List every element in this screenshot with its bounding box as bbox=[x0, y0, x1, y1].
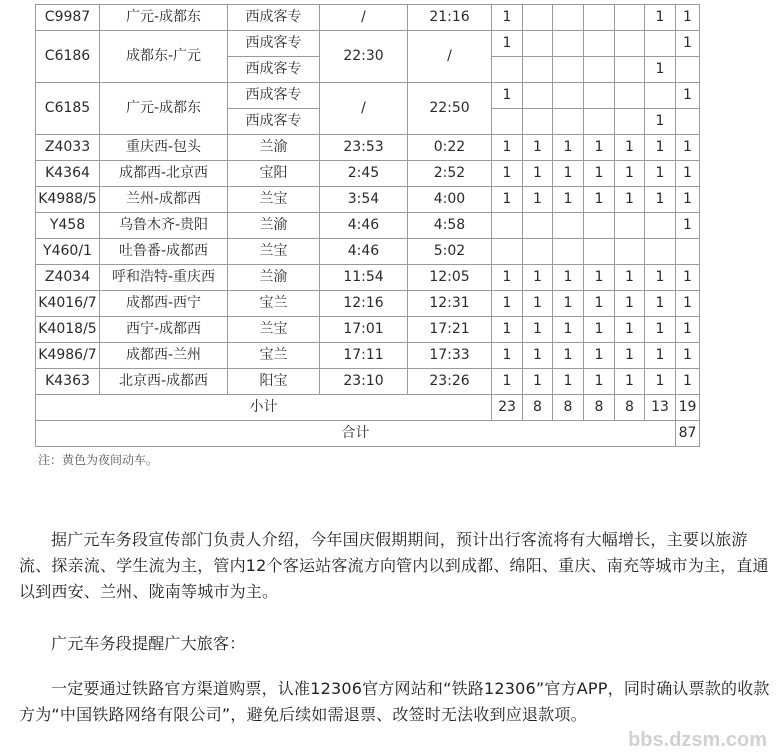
train-number-cell: Z4033 bbox=[36, 135, 100, 161]
day-mark-cell bbox=[523, 57, 553, 83]
table-row bbox=[36, 265, 700, 291]
day-mark-cell bbox=[584, 109, 615, 135]
arrive-time-cell: / bbox=[320, 5, 408, 31]
day-mark-cell: 1 bbox=[615, 343, 645, 369]
day-mark-cell: 1 bbox=[645, 161, 676, 187]
route-cell: 呼和浩特-重庆西 bbox=[100, 265, 228, 291]
depart-time-cell: 22:50 bbox=[408, 83, 492, 135]
day-mark-cell: 1 bbox=[492, 83, 523, 109]
day-mark-cell bbox=[676, 109, 700, 135]
route-cell: 广元-成都东 bbox=[100, 83, 228, 135]
day-mark-cell: 1 bbox=[645, 343, 676, 369]
day-mark-cell: 1 bbox=[676, 83, 700, 109]
train-number-cell: K4018/5 bbox=[36, 317, 100, 343]
day-mark-cell bbox=[553, 31, 584, 57]
arrive-time-cell: 2:45 bbox=[320, 161, 408, 187]
arrive-time-cell: 22:30 bbox=[320, 31, 408, 83]
table-row bbox=[36, 5, 700, 31]
day-mark-cell: 1 bbox=[645, 5, 676, 31]
line-cell: 宝阳 bbox=[228, 161, 320, 187]
day-mark-cell bbox=[492, 57, 523, 83]
depart-time-cell: 23:26 bbox=[408, 369, 492, 395]
day-mark-cell: 1 bbox=[645, 369, 676, 395]
day-mark-cell bbox=[645, 213, 676, 239]
day-mark-cell bbox=[615, 239, 645, 265]
day-mark-cell: 1 bbox=[615, 187, 645, 213]
subtotal-cell: 23 bbox=[492, 395, 523, 421]
arrive-time-cell: 3:54 bbox=[320, 187, 408, 213]
day-mark-cell: 1 bbox=[523, 369, 553, 395]
arrive-time-cell: 4:46 bbox=[320, 239, 408, 265]
day-mark-cell: 1 bbox=[553, 135, 584, 161]
day-mark-cell: 1 bbox=[615, 369, 645, 395]
depart-time-cell: 5:02 bbox=[408, 239, 492, 265]
day-mark-cell: 1 bbox=[615, 161, 645, 187]
route-cell: 成都西-西宁 bbox=[100, 291, 228, 317]
subtotal-cell: 8 bbox=[615, 395, 645, 421]
day-mark-cell: 1 bbox=[553, 187, 584, 213]
day-mark-cell bbox=[523, 239, 553, 265]
line-cell: 西成客专 bbox=[228, 31, 320, 57]
line-cell: 西成客专 bbox=[228, 5, 320, 31]
depart-time-cell: 2:52 bbox=[408, 161, 492, 187]
table-row bbox=[36, 239, 700, 265]
article-paragraph: 广元车务段提醒广大旅客： bbox=[51, 634, 246, 653]
arrive-time-cell: 4:46 bbox=[320, 213, 408, 239]
day-mark-cell: 1 bbox=[492, 317, 523, 343]
table-row bbox=[36, 83, 700, 109]
table-row bbox=[36, 161, 700, 187]
day-mark-cell bbox=[584, 57, 615, 83]
train-number-cell: C6185 bbox=[36, 83, 100, 135]
day-mark-cell: 1 bbox=[492, 187, 523, 213]
day-mark-cell: 1 bbox=[523, 291, 553, 317]
subtotal-cell: 19 bbox=[676, 395, 700, 421]
day-mark-cell bbox=[645, 239, 676, 265]
day-mark-cell bbox=[492, 239, 523, 265]
day-mark-cell: 1 bbox=[492, 135, 523, 161]
table-row bbox=[36, 343, 700, 369]
day-mark-cell: 1 bbox=[676, 265, 700, 291]
day-mark-cell: 1 bbox=[492, 31, 523, 57]
day-mark-cell bbox=[615, 57, 645, 83]
day-mark-cell: 1 bbox=[584, 265, 615, 291]
table-note: 注：黄色为夜间动车。 bbox=[38, 453, 159, 467]
day-mark-cell bbox=[584, 5, 615, 31]
arrive-time-cell: 12:16 bbox=[320, 291, 408, 317]
route-cell: 广元-成都东 bbox=[100, 5, 228, 31]
day-mark-cell: 1 bbox=[553, 317, 584, 343]
day-mark-cell bbox=[615, 109, 645, 135]
day-mark-cell: 1 bbox=[676, 213, 700, 239]
day-mark-cell bbox=[553, 239, 584, 265]
depart-time-cell: 17:21 bbox=[408, 317, 492, 343]
day-mark-cell: 1 bbox=[676, 135, 700, 161]
train-number-cell: K4363 bbox=[36, 369, 100, 395]
line-cell: 兰宝 bbox=[228, 317, 320, 343]
day-mark-cell bbox=[584, 31, 615, 57]
line-cell: 阳宝 bbox=[228, 369, 320, 395]
article-paragraph: 据广元车务段宣传部门负责人介绍，今年国庆假期期间，预计出行客流将有大幅增长，主要以旅游流、探亲流、学生流为主，管内12个客运站客流方向管内以到成都、绵阳、重庆、南充等城市为主，直通以到西安、兰州、陇南等城市为主。 bbox=[19, 530, 769, 601]
table-row bbox=[36, 369, 700, 395]
line-cell: 兰渝 bbox=[228, 213, 320, 239]
day-mark-cell bbox=[523, 109, 553, 135]
day-mark-cell: 1 bbox=[584, 161, 615, 187]
route-cell: 成都西-北京西 bbox=[100, 161, 228, 187]
day-mark-cell bbox=[584, 83, 615, 109]
total-cell: 87 bbox=[676, 421, 700, 447]
day-mark-cell bbox=[553, 83, 584, 109]
depart-time-cell: 12:31 bbox=[408, 291, 492, 317]
route-cell: 成都东-广元 bbox=[100, 31, 228, 83]
article-paragraph: 一定要通过铁路官方渠道购票，认准12306官方网站和“铁路12306”官方APP，同时确认票款的收款方为“中国铁路网络有限公司”，避免后续如需退票、改签时无法收到应退款项。 bbox=[19, 679, 770, 724]
day-mark-cell: 1 bbox=[553, 291, 584, 317]
depart-time-cell: 12:05 bbox=[408, 265, 492, 291]
day-mark-cell bbox=[676, 239, 700, 265]
day-mark-cell: 1 bbox=[584, 317, 615, 343]
site-watermark: bbs.dzsm.com bbox=[628, 729, 767, 751]
route-cell: 重庆西-包头 bbox=[100, 135, 228, 161]
day-mark-cell bbox=[584, 239, 615, 265]
day-mark-cell bbox=[553, 213, 584, 239]
depart-time-cell: 4:00 bbox=[408, 187, 492, 213]
train-number-cell: C6186 bbox=[36, 31, 100, 83]
day-mark-cell: 1 bbox=[645, 291, 676, 317]
day-mark-cell bbox=[523, 5, 553, 31]
day-mark-cell: 1 bbox=[676, 161, 700, 187]
train-number-cell: Y460/1 bbox=[36, 239, 100, 265]
train-number-cell: K4364 bbox=[36, 161, 100, 187]
line-cell: 兰渝 bbox=[228, 135, 320, 161]
day-mark-cell bbox=[615, 5, 645, 31]
day-mark-cell: 1 bbox=[553, 343, 584, 369]
day-mark-cell: 1 bbox=[584, 369, 615, 395]
line-cell: 西成客专 bbox=[228, 57, 320, 83]
day-mark-cell: 1 bbox=[584, 135, 615, 161]
line-cell: 兰宝 bbox=[228, 187, 320, 213]
day-mark-cell: 1 bbox=[584, 187, 615, 213]
day-mark-cell: 1 bbox=[492, 369, 523, 395]
line-cell: 西成客专 bbox=[228, 83, 320, 109]
day-mark-cell: 1 bbox=[615, 317, 645, 343]
train-number-cell: K4986/7 bbox=[36, 343, 100, 369]
line-cell: 宝兰 bbox=[228, 291, 320, 317]
day-mark-cell: 1 bbox=[645, 109, 676, 135]
day-mark-cell bbox=[645, 31, 676, 57]
day-mark-cell: 1 bbox=[615, 135, 645, 161]
day-mark-cell: 1 bbox=[584, 343, 615, 369]
subtotal-row bbox=[36, 395, 700, 421]
line-cell: 兰宝 bbox=[228, 239, 320, 265]
line-cell: 西成客专 bbox=[228, 109, 320, 135]
day-mark-cell bbox=[492, 213, 523, 239]
day-mark-cell: 1 bbox=[492, 343, 523, 369]
day-mark-cell bbox=[676, 57, 700, 83]
day-mark-cell: 1 bbox=[523, 161, 553, 187]
day-mark-cell bbox=[584, 213, 615, 239]
day-mark-cell bbox=[615, 213, 645, 239]
subtotal-cell: 8 bbox=[553, 395, 584, 421]
route-cell: 兰州-成都西 bbox=[100, 187, 228, 213]
day-mark-cell: 1 bbox=[553, 161, 584, 187]
table-row bbox=[36, 187, 700, 213]
depart-time-cell: 21:16 bbox=[408, 5, 492, 31]
day-mark-cell: 1 bbox=[615, 291, 645, 317]
day-mark-cell: 1 bbox=[645, 265, 676, 291]
subtotal-cell: 8 bbox=[584, 395, 615, 421]
route-cell: 乌鲁木齐-贵阳 bbox=[100, 213, 228, 239]
day-mark-cell: 1 bbox=[645, 135, 676, 161]
arrive-time-cell: 11:54 bbox=[320, 265, 408, 291]
total-row bbox=[36, 421, 700, 447]
day-mark-cell bbox=[523, 31, 553, 57]
train-number-cell: K4988/5 bbox=[36, 187, 100, 213]
day-mark-cell: 1 bbox=[492, 5, 523, 31]
day-mark-cell: 1 bbox=[615, 265, 645, 291]
day-mark-cell: 1 bbox=[676, 31, 700, 57]
table-row bbox=[36, 317, 700, 343]
day-mark-cell bbox=[523, 83, 553, 109]
day-mark-cell: 1 bbox=[523, 135, 553, 161]
day-mark-cell: 1 bbox=[676, 317, 700, 343]
arrive-time-cell: / bbox=[320, 83, 408, 135]
day-mark-cell: 1 bbox=[492, 161, 523, 187]
day-mark-cell bbox=[492, 109, 523, 135]
day-mark-cell: 1 bbox=[553, 369, 584, 395]
day-mark-cell: 1 bbox=[492, 265, 523, 291]
day-mark-cell bbox=[615, 83, 645, 109]
train-number-cell: Y458 bbox=[36, 213, 100, 239]
train-number-cell: C9987 bbox=[36, 5, 100, 31]
day-mark-cell: 1 bbox=[676, 291, 700, 317]
day-mark-cell: 1 bbox=[645, 317, 676, 343]
arrive-time-cell: 23:10 bbox=[320, 369, 408, 395]
route-cell: 西宁-成都西 bbox=[100, 317, 228, 343]
depart-time-cell: 4:58 bbox=[408, 213, 492, 239]
train-timetable bbox=[35, 4, 700, 447]
arrive-time-cell: 23:53 bbox=[320, 135, 408, 161]
day-mark-cell bbox=[553, 109, 584, 135]
route-cell: 成都西-兰州 bbox=[100, 343, 228, 369]
depart-time-cell: 17:33 bbox=[408, 343, 492, 369]
subtotal-label: 小计 bbox=[36, 395, 492, 421]
depart-time-cell: / bbox=[408, 31, 492, 83]
total-label: 合计 bbox=[36, 421, 676, 447]
arrive-time-cell: 17:11 bbox=[320, 343, 408, 369]
route-cell: 吐鲁番-成都西 bbox=[100, 239, 228, 265]
day-mark-cell: 1 bbox=[676, 369, 700, 395]
day-mark-cell: 1 bbox=[645, 187, 676, 213]
table-row bbox=[36, 135, 700, 161]
day-mark-cell: 1 bbox=[584, 291, 615, 317]
depart-time-cell: 0:22 bbox=[408, 135, 492, 161]
line-cell: 兰渝 bbox=[228, 265, 320, 291]
train-number-cell: Z4034 bbox=[36, 265, 100, 291]
day-mark-cell: 1 bbox=[676, 187, 700, 213]
day-mark-cell: 1 bbox=[523, 343, 553, 369]
day-mark-cell: 1 bbox=[553, 265, 584, 291]
subtotal-cell: 8 bbox=[523, 395, 553, 421]
subtotal-cell: 13 bbox=[645, 395, 676, 421]
line-cell: 宝兰 bbox=[228, 343, 320, 369]
route-cell: 北京西-成都西 bbox=[100, 369, 228, 395]
arrive-time-cell: 17:01 bbox=[320, 317, 408, 343]
table-row bbox=[36, 291, 700, 317]
day-mark-cell: 1 bbox=[645, 57, 676, 83]
day-mark-cell bbox=[553, 5, 584, 31]
train-number-cell: K4016/7 bbox=[36, 291, 100, 317]
day-mark-cell: 1 bbox=[523, 317, 553, 343]
day-mark-cell bbox=[615, 31, 645, 57]
table-row bbox=[36, 31, 700, 57]
table-row bbox=[36, 213, 700, 239]
day-mark-cell: 1 bbox=[523, 187, 553, 213]
day-mark-cell bbox=[553, 57, 584, 83]
day-mark-cell bbox=[523, 213, 553, 239]
day-mark-cell: 1 bbox=[676, 5, 700, 31]
day-mark-cell bbox=[645, 83, 676, 109]
day-mark-cell: 1 bbox=[492, 291, 523, 317]
day-mark-cell: 1 bbox=[676, 343, 700, 369]
day-mark-cell: 1 bbox=[523, 265, 553, 291]
